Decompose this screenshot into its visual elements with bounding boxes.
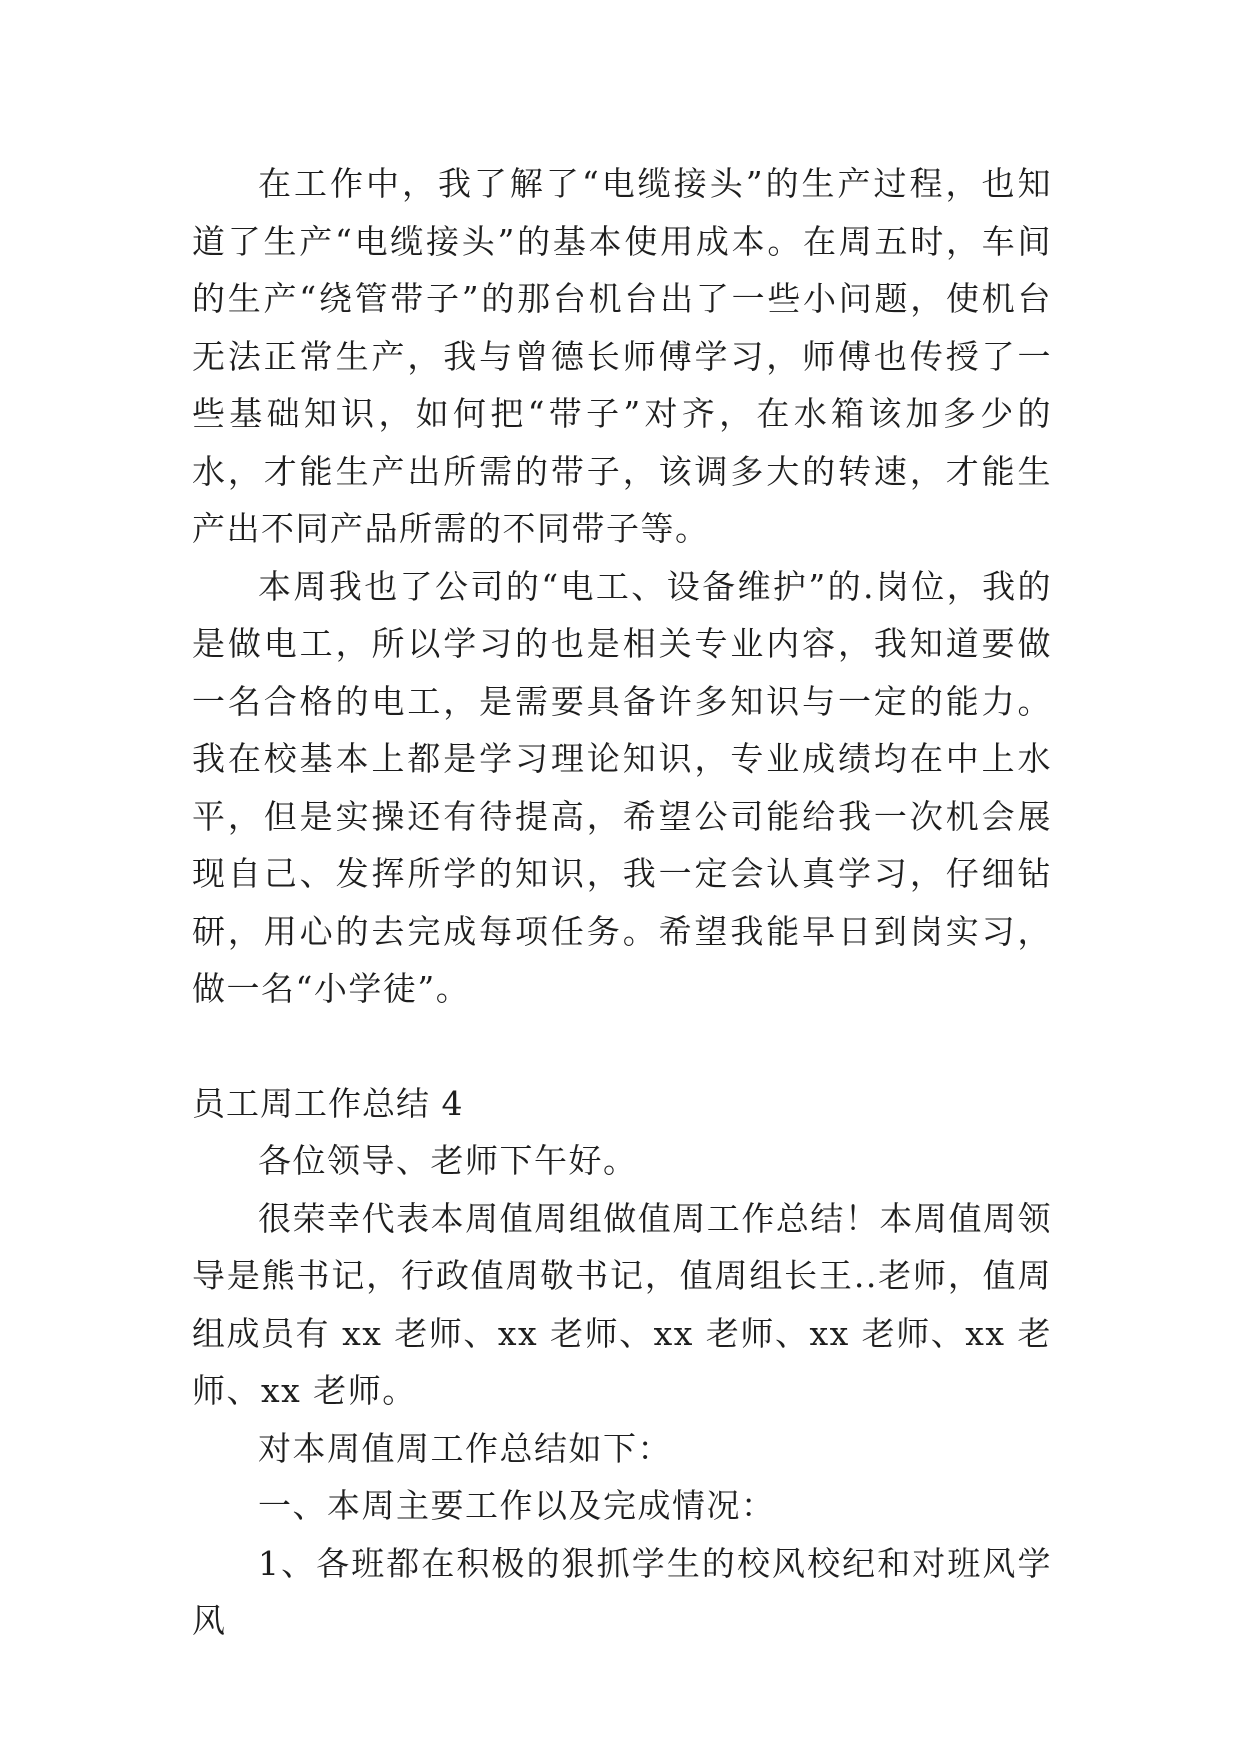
paragraph-summary-intro: 对本周值周工作总结如下： — [258, 1428, 672, 1468]
paragraph-heading-main-work: 一、本周主要工作以及完成情况： — [258, 1486, 776, 1525]
paragraph-electrician-post: 本周我也了公司的“电工、设备维护”的.岗位，我的是做电工，所以学习的也是相关专业内容，我知道要做一名合格的电工，是需要具备许多知识与一定的能力。我在校基本上都是学习理论知识，专业成绩均在中上水平，但是实操还有待提高，希望公司能给我一次机会展现自己、发挥所学的知识，我一定会认真学习，仔细钻研，用心的去完成每项任务。希望我能早日到岗实习，做一名“小学徒”。 — [192, 566, 1052, 1008]
section-title: 员工周工作总结 4 — [192, 1083, 464, 1123]
paragraph-greeting: 各位领导、老师下午好。 — [258, 1141, 638, 1180]
paragraph-cable-work: 在工作中，我了解了“电缆接头”的生产过程，也知道了生产“电缆接头”的基本使用成本。在周五时，车间的生产“绕管带子”的那台机台出了一些小问题，使机台无法正常生产，我与曾德长师傅学习，师傅也传授了一些基础知识，如何把“带子”对齐，在水箱该加多少的水，才能生产出所需的带子，该调多大的转速，才能生产出不同产品所需的不同带子等。 — [192, 164, 1052, 548]
paragraph-item-1: 1、各班都在积极的狠抓学生的校风校纪和对班风学风 — [192, 1543, 1052, 1640]
document-body — [192, 155, 1052, 1650]
paragraph-duty-team: 很荣幸代表本周值周组做值周工作总结！本周值周领导是熊书记，行政值周敬书记，值周组长王..老师，值周组成员有 xx 老师、xx 老师、xx 老师、xx 老师、xx 老师、xx 老师。 — [192, 1198, 1052, 1410]
